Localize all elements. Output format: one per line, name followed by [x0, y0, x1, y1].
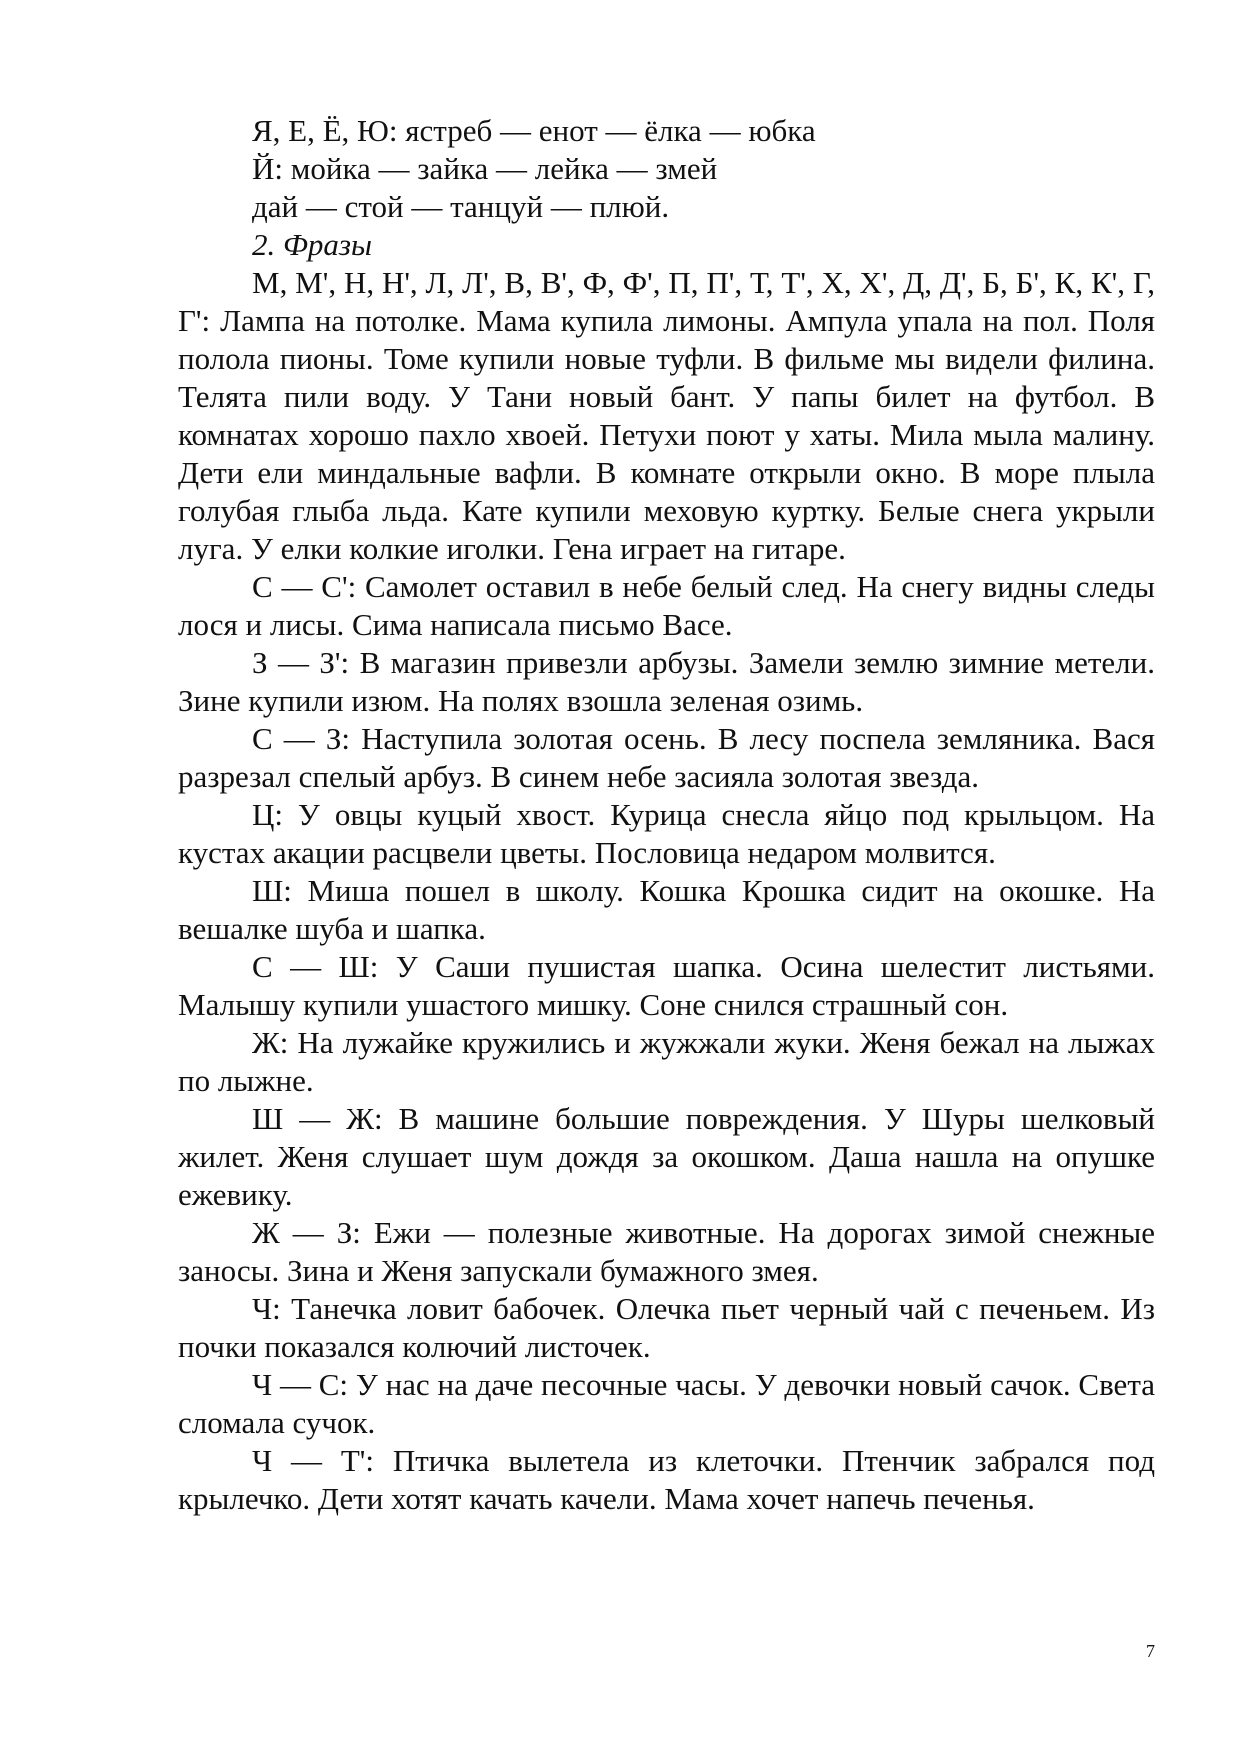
phrase-paragraph: С — Ш: У Саши пушистая шапка. Осина шелестит листьями. Малышу купили ушастого мишку. Соне снился страшный сон.: [178, 949, 1155, 1022]
intro-line: дай — стой — танцуй — плюй.: [252, 189, 670, 224]
phrase-paragraph: Ш — Ж: В машине большие повреждения. У Шуры шелковый жилет. Женя слушает шум дождя за окошком. Даша нашла на опушке ежевику.: [178, 1101, 1155, 1212]
section-heading: 2. Фразы: [252, 227, 373, 262]
phrase-paragraph: С — С': Самолет оставил в небе белый след. На снегу видны следы лося и лисы. Сима написала письмо Васе.: [178, 569, 1155, 642]
phrase-paragraph: Ч — С: У нас на даче песочные часы. У девочки новый сачок. Света сломала сучок.: [178, 1367, 1155, 1440]
phrase-paragraph: Ч: Танечка ловит бабочек. Олечка пьет черный чай с печеньем. Из почки показался колючий листочек.: [178, 1291, 1155, 1364]
phrase-paragraph: Ц: У овцы куцый хвост. Курица снесла яйцо под крыльцом. На кустах акации расцвели цветы. Пословица недаром молвится.: [178, 797, 1155, 870]
phrase-paragraph: Ж: На лужайке кружились и жужжали жуки. Женя бежал на лыжах по лыжне.: [178, 1025, 1155, 1098]
phrase-paragraph: М, М', Н, Н', Л, Л', В, В', Ф, Ф', П, П', Т, Т', Х, Х', Д, Д', Б, Б', К, К', Г, Г': Лампа на потолке. Мама купила лимоны. Ампула упала на пол. Поля полола пионы. Томе купили новые туфли. В фильме мы видели филина. Телята пили воду. У Тани новый бант. У папы билет на футбол. В комнатах хорошо пахло хвоей. Петухи поют у хаты. Мила мыла малину. Дети ели миндальные вафли. В комнате открыли окно. В море плыла голубая глыба льда. Кате купили меховую куртку. Белые снега укрыли луга. У елки колкие иголки. Гена играет на гитаре.: [178, 265, 1155, 566]
page-body: [178, 112, 1155, 1518]
phrase-paragraph: З — З': В магазин привезли арбузы. Замели землю зимние метели. Зине купили изюм. На полях взошла зеленая озимь.: [178, 645, 1155, 718]
phrase-paragraph: С — З: Наступила золотая осень. В лесу поспела земляника. Вася разрезал спелый арбуз. В синем небе засияла золотая звезда.: [178, 721, 1155, 794]
intro-line: Й: мойка — зайка — лейка — змей: [252, 151, 718, 186]
phrase-paragraph: Ч — Т': Птичка вылетела из клеточки. Птенчик забрался под крылечко. Дети хотят качать качели. Мама хочет напечь печенья.: [178, 1443, 1155, 1516]
intro-line: Я, Е, Ё, Ю: ястреб — енот — ёлка — юбка: [252, 113, 816, 148]
phrase-paragraph: Ш: Миша пошел в школу. Кошка Крошка сидит на окошке. На вешалке шуба и шапка.: [178, 873, 1155, 946]
page-number: 7: [1146, 1641, 1155, 1661]
phrase-paragraph: Ж — З: Ежи — полезные животные. На дорогах зимой снежные заносы. Зина и Женя запускали бумажного змея.: [178, 1215, 1155, 1288]
